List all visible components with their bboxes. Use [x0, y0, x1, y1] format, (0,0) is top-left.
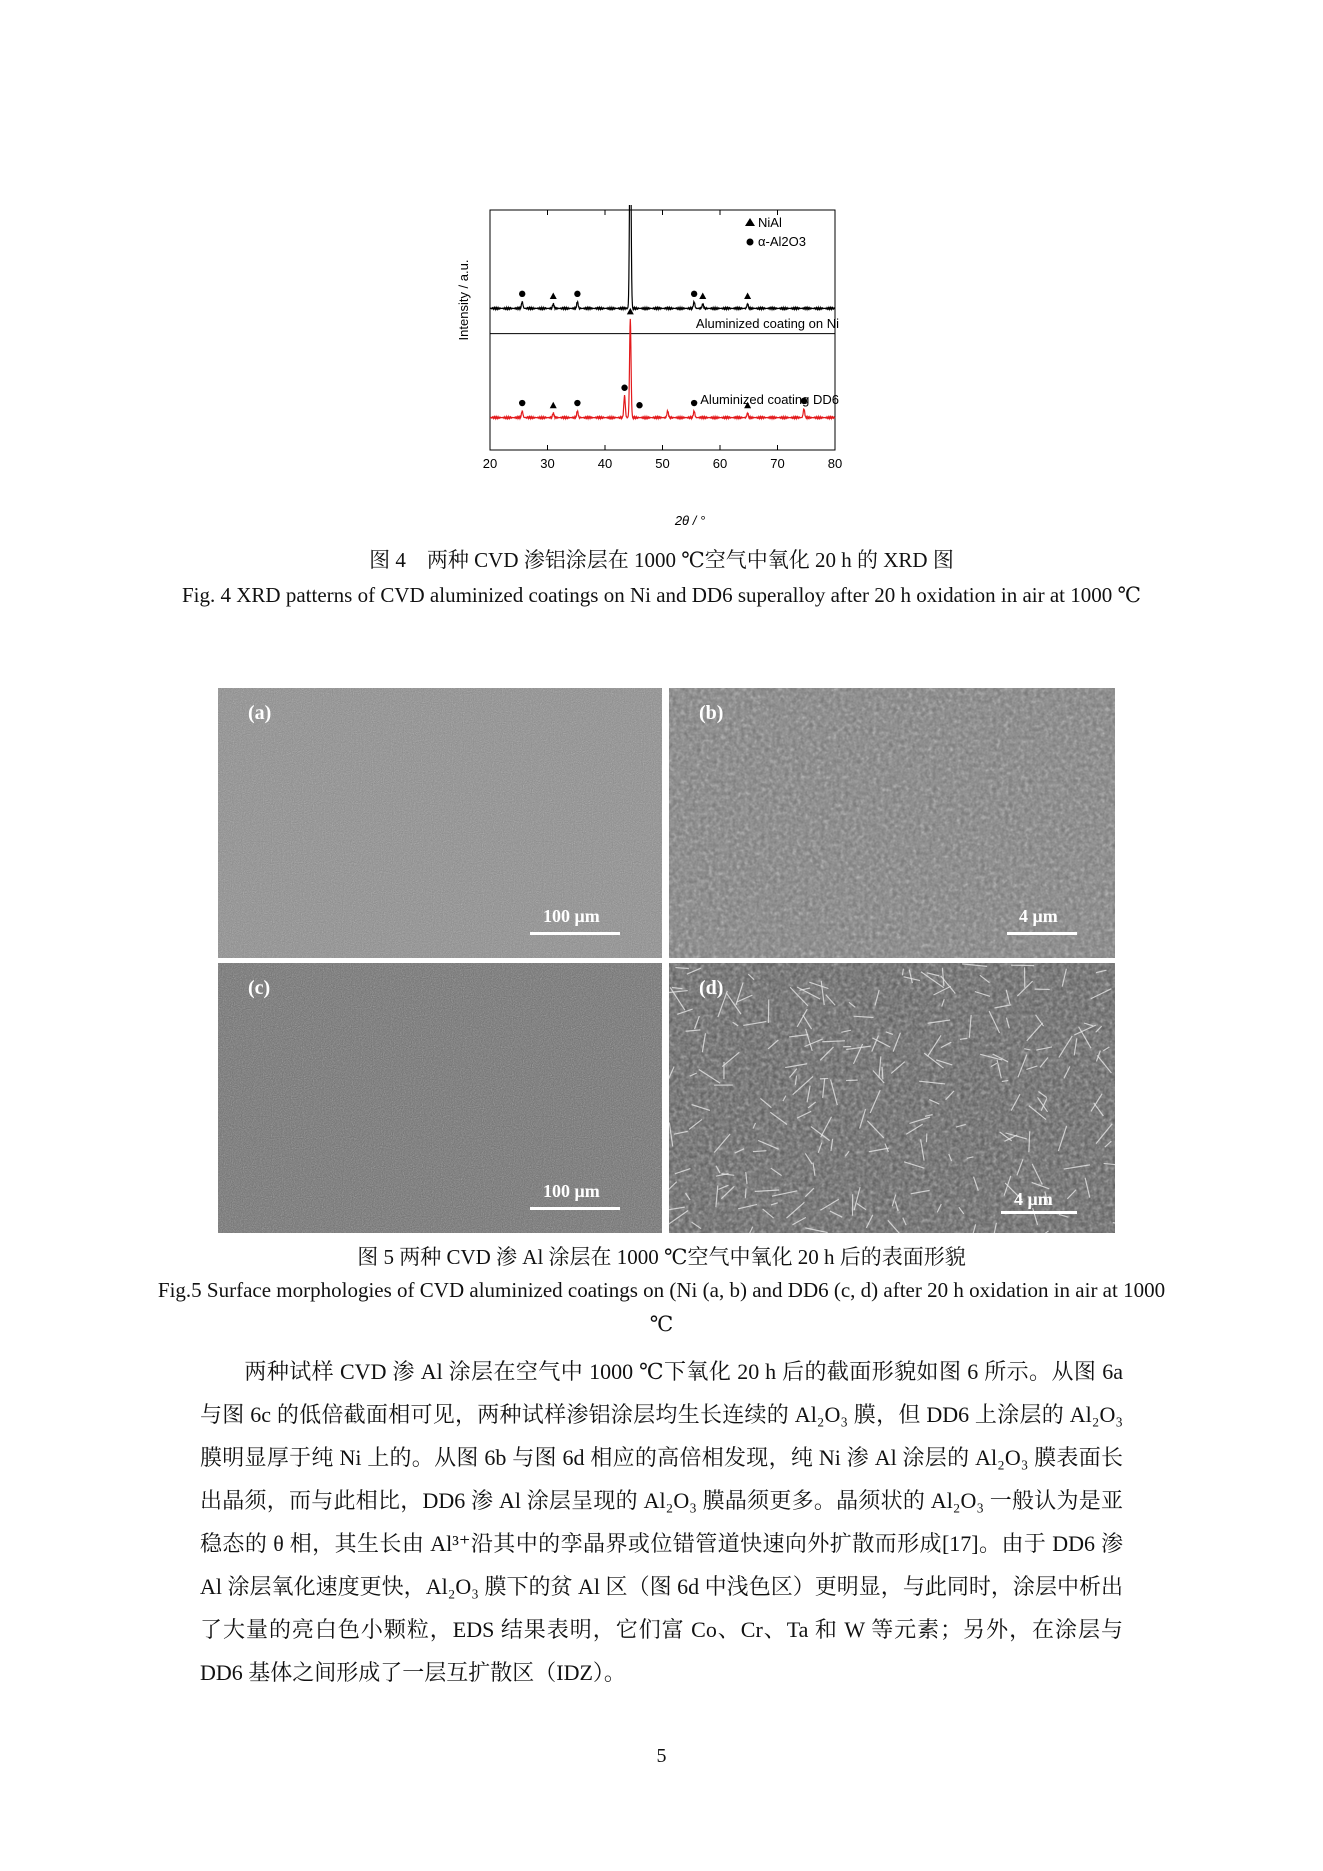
figure-4-caption-en: Fig. 4 XRD patterns of CVD aluminized coatings on Ni and DD6 superalloy after 20 h oxidation in air at 1000 ℃ [182, 583, 1141, 607]
scale-bar [1007, 932, 1077, 935]
alumina-peak-marker [519, 400, 525, 406]
y-axis-label: Intensity / a.u. [456, 259, 471, 341]
panel-label: (d) [699, 977, 724, 999]
scale-bar-label: 4 μm [1014, 1189, 1053, 1209]
nial-peak-marker [550, 293, 557, 300]
x-tick-label: 50 [655, 456, 670, 471]
figure-5-caption-cn: 图 5 两种 CVD 渗 Al 涂层在 1000 ℃空气中氧化 20 h 后的表面形貌 [357, 1245, 966, 1269]
x-tick-label: 20 [482, 456, 498, 471]
figure-5-caption-en: Fig.5 Surface morphologies of CVD aluminized coatings on (Ni (a, b) and DD6 (c, d) after 20 h oxidation in air at 1000 ℃ [157, 1278, 1166, 1336]
sem-panel-c [218, 963, 662, 1233]
body-paragraph [200, 1350, 1123, 1694]
nial-peak-marker [744, 293, 751, 300]
legend-nial: NiAl [758, 215, 782, 230]
x-tick-label: 40 [597, 456, 613, 471]
scale-bar-label: 100 μm [543, 1181, 600, 1201]
body-paragraph-text: 两种试样 CVD 渗 Al 涂层在空气中 1000 ℃下氧化 20 h 后的截面形貌如图 6 所示。从图 6a 与图 6c 的低倍截面相可见，两种试样渗铝涂层均生长连续的 Al₂O₃ 膜，但 DD6 上涂层的 Al₂O₃ 膜明显厚于纯 Ni 上的。从图 6b 与图 6d 相应的高倍相发现，纯 Ni 渗 Al 涂层的 Al₂O₃ 膜表面长出晶须，而与此相比，DD6 渗 Al 涂层呈现的 Al₂O₃ 膜晶须更多。晶须状的 Al₂O₃ 一般认为是亚稳态的 θ 相，其生长由 Al³⁺沿其中的孪晶界或位错管道快速向外扩散而形成[17]。由于 DD6 渗 Al 涂层氧化速度更快，Al₂O₃ 膜下的贫 Al 区（图 6d 中浅色区）更明显，与此同时，涂层中析出了大量的亮白色小颗粒，EDS 结果表明，它们富 Co、Cr、Ta 和 W 等元素；另外，在涂层与 DD6 基体之间形成了一层互扩散区（IDZ）。 [200, 1359, 1123, 1685]
scale-bar [530, 932, 620, 935]
alumina-peak-marker [636, 402, 642, 408]
alumina-peak-marker [691, 400, 697, 406]
curve-label-ni: Aluminized coating on Ni [695, 316, 839, 331]
scale-bar [1001, 1211, 1077, 1214]
panel-label: (b) [699, 702, 724, 724]
whisker-texture [745, 1188, 746, 1198]
legend [745, 215, 806, 249]
x-tick-label: 70 [770, 456, 785, 471]
alumina-peak-marker [621, 385, 627, 391]
page-number: 5 [656, 1745, 667, 1767]
circle-marker-icon [747, 239, 754, 246]
sem-panel-a [218, 688, 662, 958]
panel-label: (a) [248, 702, 272, 724]
legend-alumina: α-Al2O3 [758, 234, 806, 249]
xrd-figure [440, 205, 880, 535]
series-line-ni [490, 205, 835, 309]
x-axis-label: 2θ / ° [674, 513, 706, 528]
alumina-peak-marker [691, 291, 697, 297]
x-tick-label: 60 [712, 456, 728, 471]
sem-panel-b [669, 688, 1115, 958]
x-tick-label: 30 [540, 456, 555, 471]
figure-4-caption-cn: 图 4 两种 CVD 渗铝涂层在 1000 ℃空气中氧化 20 h 的 XRD 图 [369, 548, 954, 572]
alumina-peak-marker [574, 291, 580, 297]
panel-label: (c) [248, 977, 271, 999]
nial-peak-marker [699, 293, 706, 300]
scale-bar-label: 100 μm [543, 906, 600, 926]
alumina-peak-marker [574, 400, 580, 406]
x-tick-label: 80 [827, 456, 843, 471]
scale-bar-label: 4 μm [1019, 906, 1058, 926]
xrd-chart [440, 205, 880, 535]
nial-peak-marker [550, 402, 557, 409]
curve-label-dd6: Aluminized coating DD6 [700, 392, 839, 407]
whisker-texture [882, 1067, 883, 1079]
sem-panel-d [669, 963, 1115, 1233]
triangle-marker-icon [745, 218, 755, 226]
scale-bar [530, 1207, 620, 1210]
alumina-peak-marker [519, 291, 525, 297]
